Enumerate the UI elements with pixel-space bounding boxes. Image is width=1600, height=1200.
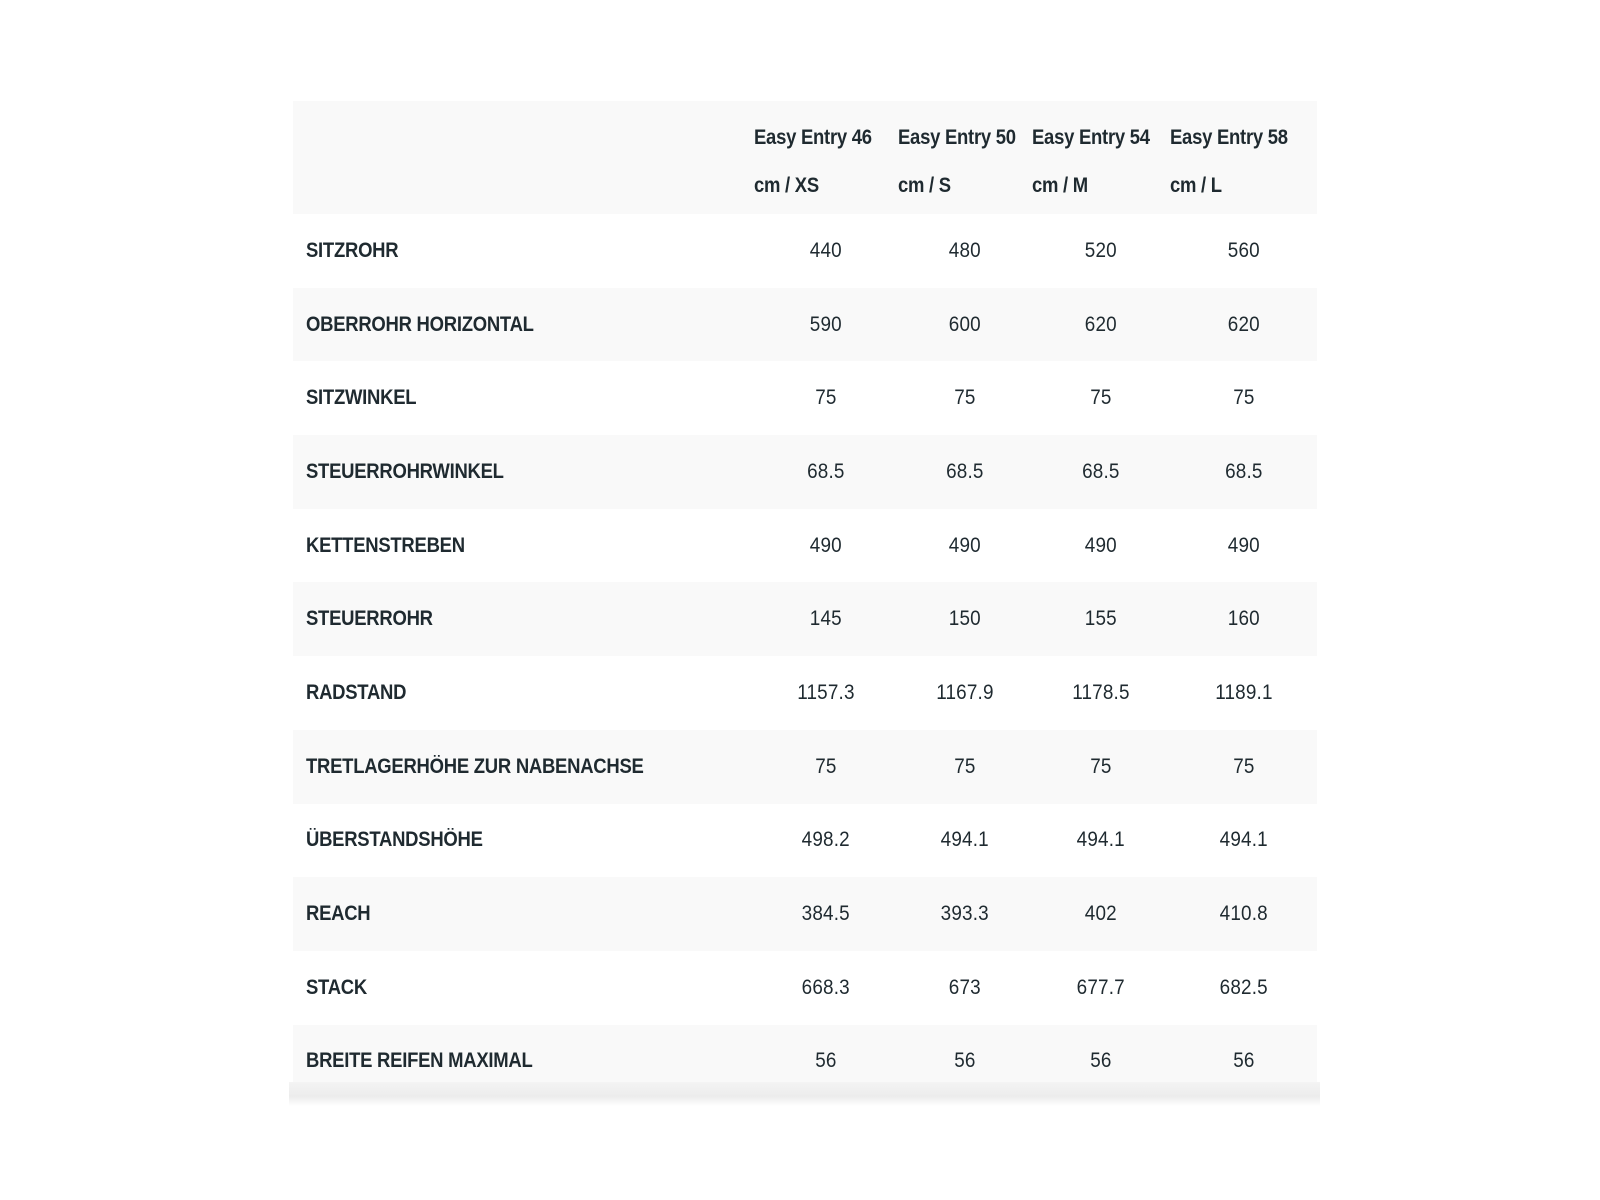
value-cell [1032,730,1170,804]
row-label: RADSTAND [306,680,407,704]
geometry-table-container [293,101,1317,1098]
cell-value: 494.1 [1076,828,1126,852]
cell-value: 494.1 [1219,828,1268,852]
row-label: BREITE REIFEN MAXIMAL [306,1049,533,1073]
value-cell [898,509,1032,583]
cell-value: 682.5 [1219,975,1268,999]
value-cell [754,288,898,362]
value-cell [754,214,898,288]
value-cell [898,435,1032,509]
cell-value: 490 [1227,533,1260,557]
cell-value: 490 [809,533,843,557]
value-cell [1032,509,1170,583]
value-cell [1170,214,1317,288]
cell-value: 56 [954,1049,976,1073]
value-cell [898,656,1032,730]
value-cell [1032,288,1170,362]
row-label: SITZROHR [306,238,399,262]
cell-value: 75 [815,386,837,410]
value-cell [1032,951,1170,1025]
table-row [293,951,1317,1025]
value-cell [1170,435,1317,509]
cell-value: 145 [809,607,843,631]
cell-value: 673 [948,975,982,999]
value-cell [898,877,1032,951]
row-label: STEUERROHR [306,607,433,631]
cell-value: 56 [815,1049,837,1073]
row-label-cell [293,435,754,509]
cell-value: 68.5 [1082,459,1120,483]
row-label: OBERROHR HORIZONTAL [306,312,534,336]
cell-value: 677.7 [1076,975,1126,999]
table-body [293,214,1317,1098]
table-row [293,804,1317,878]
value-cell [754,656,898,730]
value-cell [1170,288,1317,362]
value-cell [1032,877,1170,951]
cell-value: 620 [1227,312,1260,336]
cell-value: 1189.1 [1214,680,1273,704]
column-header-size-m [1032,101,1153,214]
value-cell [898,951,1032,1025]
cell-value: 490 [948,533,982,557]
column-header-size: cm / S [898,173,951,197]
value-cell [754,509,898,583]
cell-value: 75 [1232,754,1255,778]
column-header-size: cm / L [1170,173,1222,197]
cell-value: 56 [1090,1049,1112,1073]
row-label-cell [293,288,754,362]
cell-value: 393.3 [940,902,990,926]
row-label-cell [293,509,754,583]
cell-value: 75 [1090,386,1112,410]
column-header-size: cm / M [1032,173,1088,197]
value-cell [754,951,898,1025]
row-label: STACK [306,975,367,999]
value-cell [1170,509,1317,583]
row-label-cell [293,730,754,804]
value-cell [1170,804,1317,878]
value-cell [898,214,1032,288]
cell-value: 560 [1227,238,1260,262]
column-header-model: Easy Entry 50 [898,125,1016,149]
cell-value: 160 [1227,607,1260,631]
cell-value: 590 [809,312,843,336]
value-cell [898,804,1032,878]
cell-value: 155 [1084,607,1118,631]
value-cell [1170,656,1317,730]
cell-value: 440 [809,238,843,262]
table-row [293,509,1317,583]
cell-value: 75 [954,754,976,778]
row-label: REACH [306,902,371,926]
row-label-cell [293,804,754,878]
value-cell [1170,582,1317,656]
value-cell [754,877,898,951]
table-row [293,656,1317,730]
value-cell [1170,951,1317,1025]
row-label-cell [293,951,754,1025]
cell-value: 1178.5 [1072,680,1130,704]
value-cell [754,435,898,509]
column-header-model: Easy Entry 58 [1170,125,1288,149]
cell-value: 68.5 [946,459,984,483]
cell-value: 68.5 [807,459,845,483]
table-row [293,361,1317,435]
cell-value: 668.3 [801,975,851,999]
value-cell [1032,582,1170,656]
table-row [293,730,1317,804]
cell-value: 498.2 [801,828,851,852]
cell-value: 620 [1084,312,1118,336]
cell-value: 75 [954,386,976,410]
table-row [293,214,1317,288]
header-empty-cell [293,101,754,214]
value-cell [754,730,898,804]
value-cell [1170,730,1317,804]
cell-value: 410.8 [1219,902,1268,926]
cell-value: 68.5 [1224,459,1263,483]
value-cell [754,804,898,878]
row-label: STEUERROHRWINKEL [306,459,504,483]
cell-value: 494.1 [940,828,990,852]
value-cell [754,361,898,435]
value-cell [1032,435,1170,509]
cell-value: 75 [1090,754,1112,778]
value-cell [1032,214,1170,288]
row-label-cell [293,214,754,288]
cell-value: 402 [1084,902,1118,926]
cell-value: 1157.3 [797,680,855,704]
cell-value: 384.5 [801,902,851,926]
geometry-table [293,101,1317,1098]
column-header-model: Easy Entry 54 [1032,125,1150,149]
table-row [293,288,1317,362]
value-cell [1170,877,1317,951]
table-row [293,582,1317,656]
row-label: ÜBERSTANDSHÖHE [306,828,483,852]
row-label-cell [293,656,754,730]
row-label-cell [293,361,754,435]
cell-value: 600 [948,312,982,336]
cell-value: 520 [1084,238,1118,262]
value-cell [1032,656,1170,730]
cell-value: 1167.9 [936,680,994,704]
cell-value: 56 [1232,1049,1255,1073]
cell-value: 75 [815,754,837,778]
cell-value: 490 [1084,533,1118,557]
cell-value: 150 [948,607,982,631]
cell-value: 75 [1232,386,1255,410]
cell-value: 480 [948,238,982,262]
row-label: KETTENSTREBEN [306,533,465,557]
column-header-size-s [898,101,1016,214]
value-cell [898,361,1032,435]
row-label-cell [293,877,754,951]
column-header-size: cm / XS [754,173,819,197]
value-cell [898,730,1032,804]
value-cell [1032,361,1170,435]
row-label-cell [293,582,754,656]
value-cell [898,582,1032,656]
value-cell [754,582,898,656]
value-cell [1170,361,1317,435]
table-row [293,435,1317,509]
table-bottom-shadow [289,1082,1320,1106]
column-header-size-xs [754,101,881,214]
row-label: SITZWINKEL [306,386,417,410]
value-cell [898,288,1032,362]
table-row [293,877,1317,951]
value-cell [1032,804,1170,878]
column-header-model: Easy Entry 46 [754,125,872,149]
column-header-size-l [1170,101,1299,214]
row-label: TRETLAGERHÖHE ZUR NABENACHSE [306,754,644,778]
table-header-row [293,101,1317,214]
